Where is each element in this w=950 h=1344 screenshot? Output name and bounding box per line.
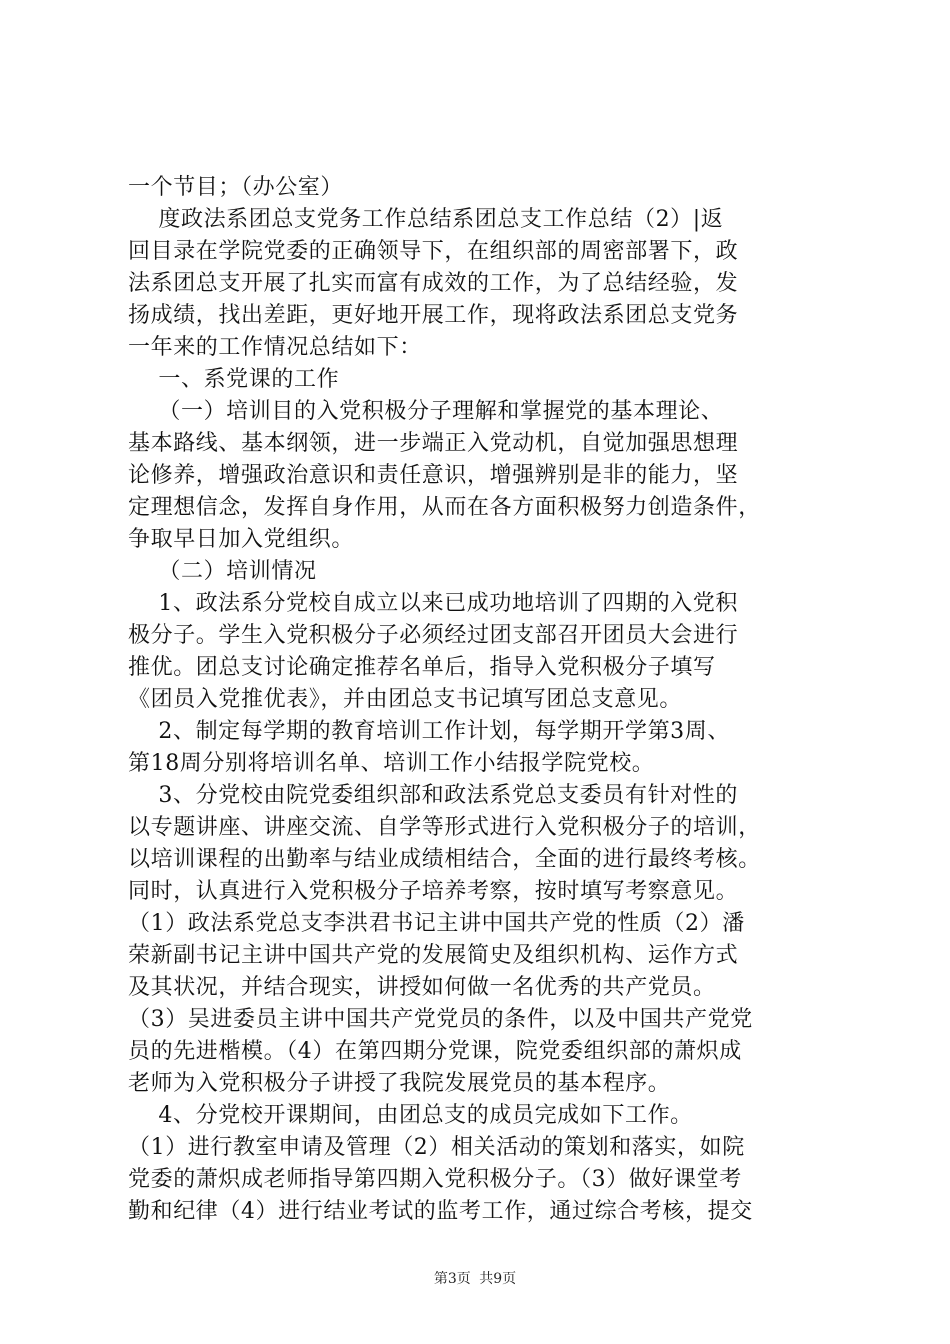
section-heading: 一、系党课的工作 — [128, 367, 340, 392]
text-line: 扬成绩，找出差距，更好地开展工作，现将政法系团总支党务 — [128, 303, 739, 328]
text-line: （一）培训目的入党积极分子理解和掌握党的基本理论、 — [128, 399, 724, 424]
text-line: 员的先进楷模。（4）在第四期分党课，院党委组织部的萧炽成 — [128, 1039, 742, 1064]
subsection-heading: （二）培训情况 — [128, 559, 317, 584]
text-line: 一个节目；（办公室） — [128, 175, 344, 200]
page-footer — [0, 1268, 950, 1288]
text-line: （1）政法系党总支李洪君书记主讲中国共产党的性质（2）潘 — [128, 911, 745, 936]
text-line: 3、分党校由院党委组织部和政法系党总支委员有针对性的 — [128, 783, 738, 808]
text-line: 争取早日加入党组织。 — [128, 527, 355, 552]
text-line: 4、分党校开课期间，由团总支的成员完成如下工作。 — [128, 1103, 693, 1128]
text-line: 1、政法系分党校自成立以来已成功地培训了四期的入党积 — [128, 591, 738, 616]
text-line: 荣新副书记主讲中国共产党的发展简史及组织机构、运作方式 — [128, 943, 739, 968]
document-body — [128, 172, 828, 1228]
text-line: 定理想信念，发挥自身作用，从而在各方面积极努力创造条件， — [128, 495, 761, 520]
text-line: 同时，认真进行入党积极分子培养考察，按时填写考察意见。 — [128, 879, 739, 904]
text-line: （3）吴进委员主讲中国共产党党员的条件，以及中国共产党党 — [128, 1007, 753, 1032]
text-line: 一年来的工作情况总结如下： — [128, 335, 422, 360]
text-line: 基本路线、基本纲领，进一步端正入党动机，自觉加强思想理 — [128, 431, 739, 456]
text-line: 法系团总支开展了扎实而富有成效的工作，为了总结经验，发 — [128, 271, 739, 296]
text-line: （1）进行教室申请及管理（2）相关活动的策划和落实，如院 — [128, 1135, 745, 1160]
text-line: 及其状况，并结合现实，讲授如何做一名优秀的共产党员。 — [128, 975, 716, 1000]
text-line: 2、制定每学期的教育培训工作计划，每学期开学第3周、 — [128, 719, 730, 744]
page-number: 第3页 — [433, 1271, 471, 1287]
text-line: 第18周分别将培训名单、培训工作小结报学院党校。 — [128, 751, 655, 776]
text-line: 党委的萧炽成老师指导第四期入党积极分子。（3）做好课堂考 — [128, 1167, 742, 1192]
text-line: 回目录在学院党委的正确领导下，在组织部的周密部署下，政 — [128, 239, 739, 264]
text-line: 推优。团总支讨论确定推荐名单后，指导入党积极分子填写 — [128, 655, 716, 680]
page-total: 共9页 — [479, 1271, 517, 1287]
text-line: 以专题讲座、讲座交流、自学等形式进行入党积极分子的培训， — [128, 815, 761, 840]
text-line: 勤和纪律（4）进行结业考试的监考工作，通过综合考核，提交 — [128, 1199, 753, 1224]
text-line: 论修养，增强政治意识和责任意识，增强辨别是非的能力，坚 — [128, 463, 739, 488]
text-line: 《团员入党推优表》，并由团总支书记填写团总支意见。 — [128, 687, 683, 712]
text-line: 以培训课程的出勤率与结业成绩相结合，全面的进行最终考核。 — [128, 847, 761, 872]
text-line: 极分子。学生入党积极分子必须经过团支部召开团员大会进行 — [128, 623, 739, 648]
text-line: 老师为入党积极分子讲授了我院发展党员的基本程序。 — [128, 1071, 671, 1096]
text-line: 度政法系团总支党务工作总结系团总支工作总结（2）|返 — [128, 207, 724, 232]
